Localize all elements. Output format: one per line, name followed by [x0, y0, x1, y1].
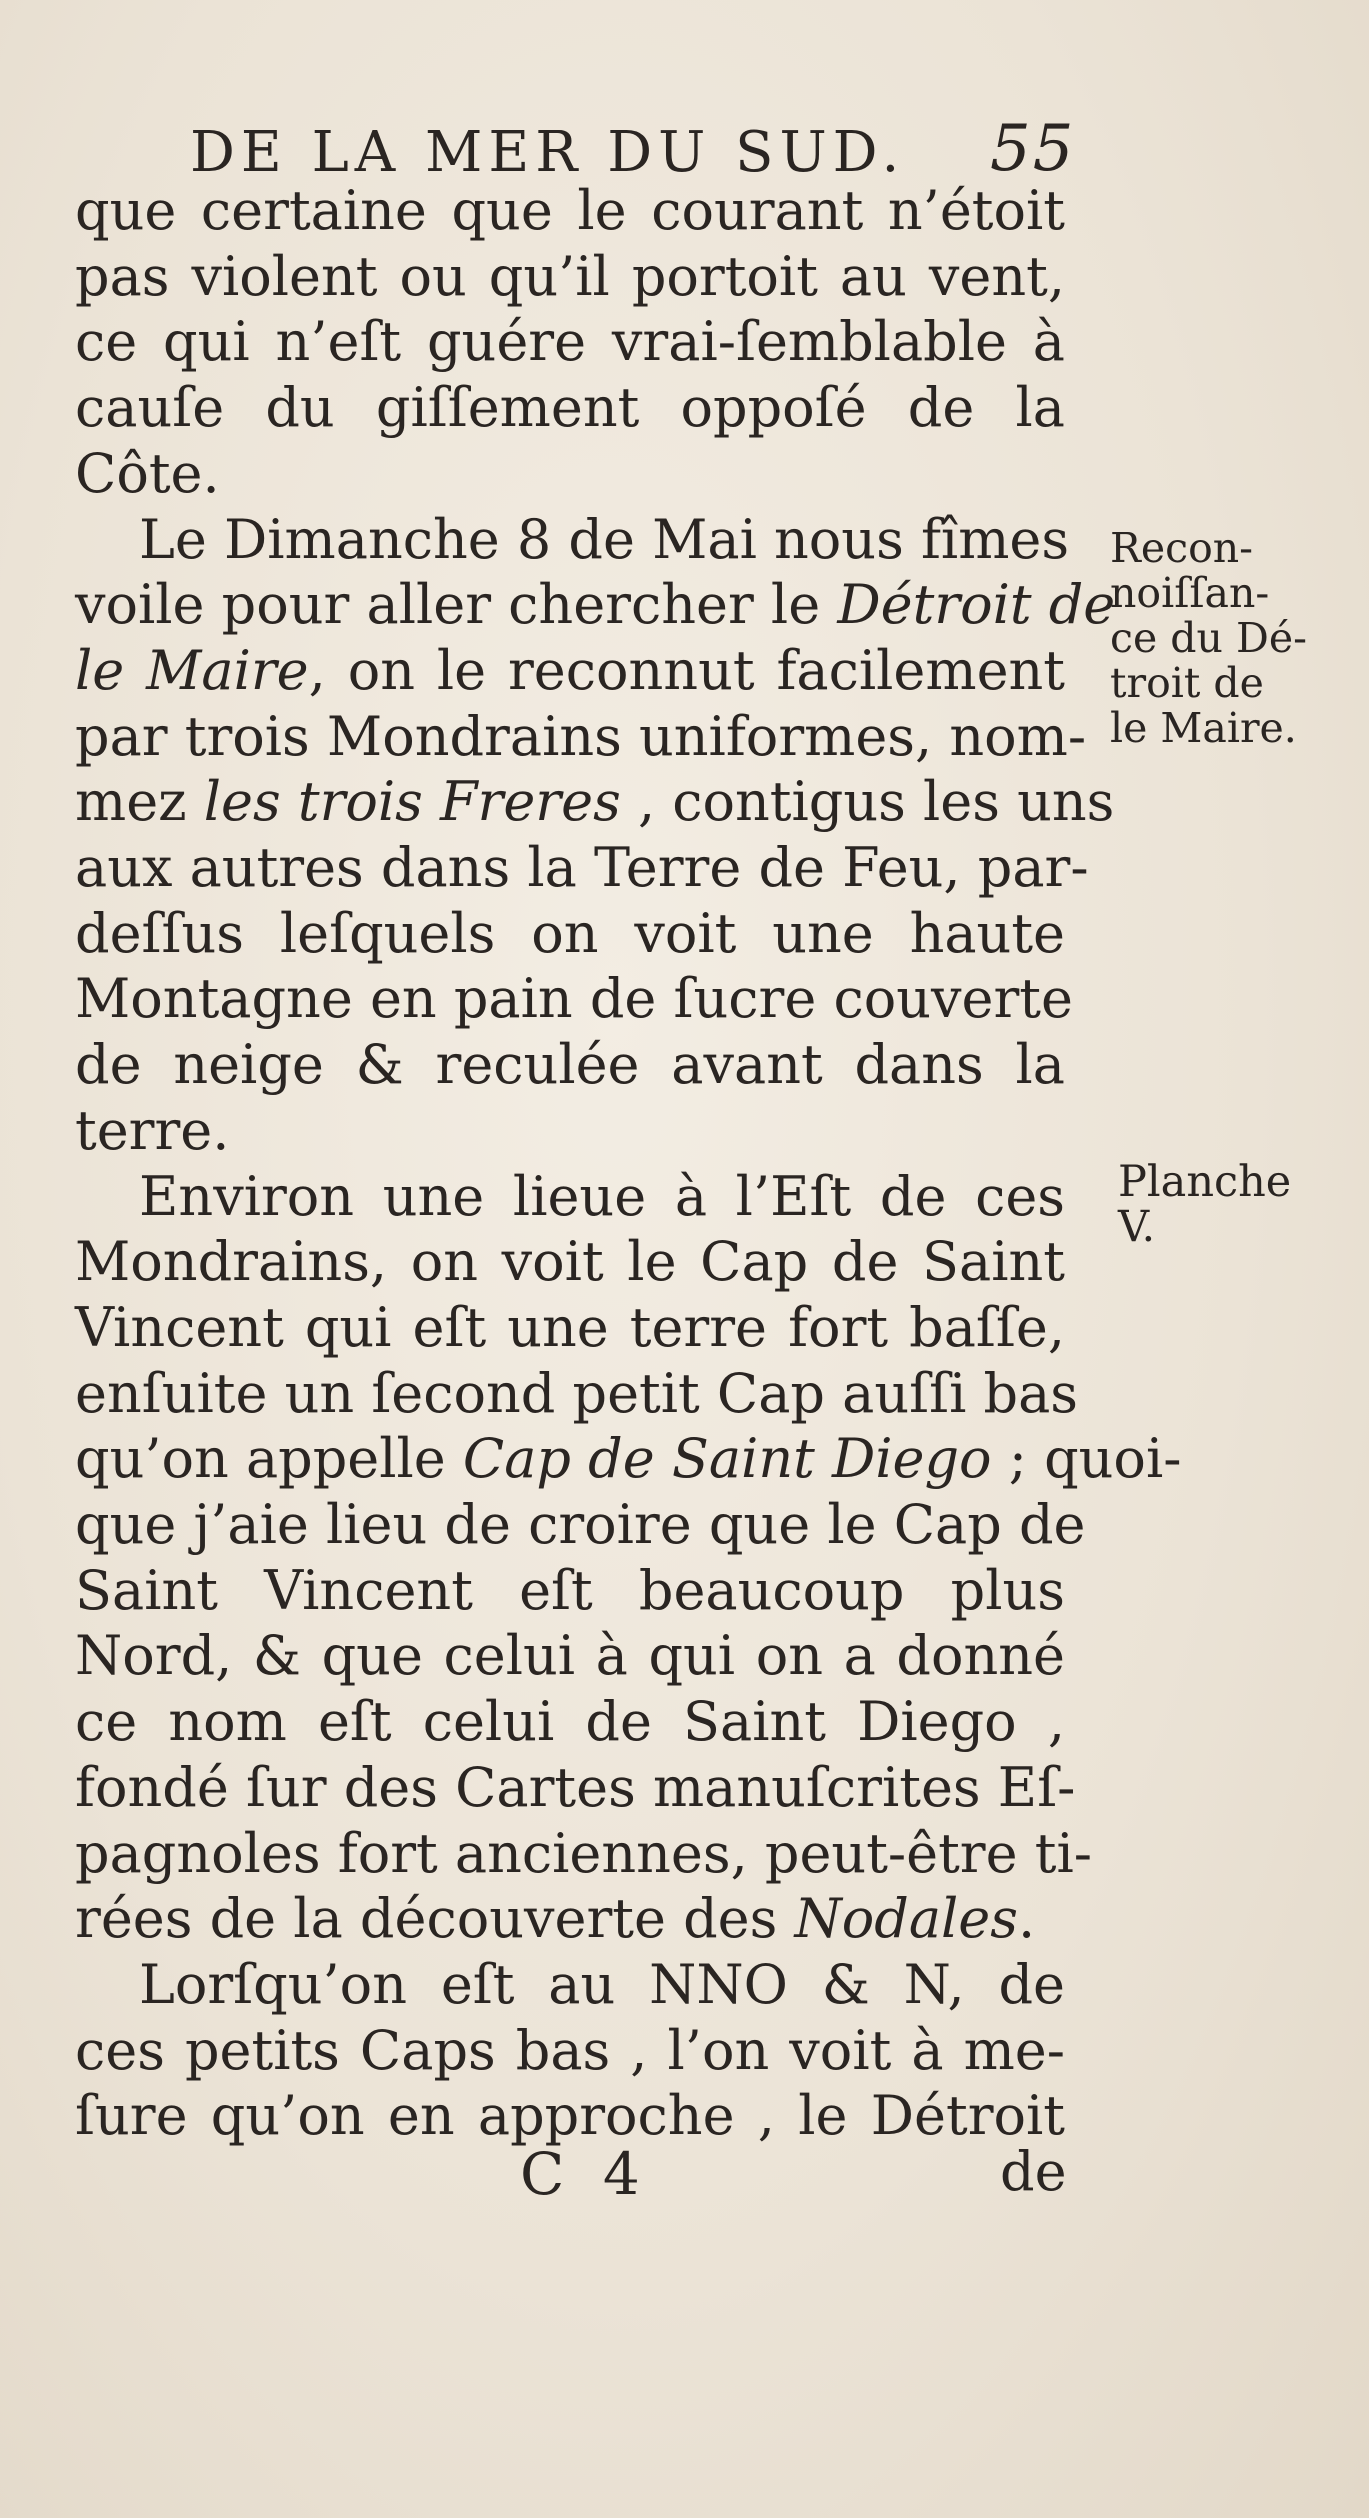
text-segment: terre.: [75, 1098, 230, 1162]
text-segment: ce nom eſt celui de Saint Diego ,: [75, 1690, 1065, 1754]
margin-note-planche: [1118, 1157, 1292, 1252]
text-line: [75, 769, 1115, 835]
text-segment: aux autres dans la Terre de Feu, par-: [75, 836, 1089, 900]
text-line: [75, 2018, 1065, 2084]
text-line: [75, 375, 1065, 441]
text-segment: Le Dimanche 8 de Mai nous fîmes: [139, 507, 1070, 571]
text-segment: enſuite un ſecond petit Cap auſſi bas: [75, 1361, 1078, 1425]
text-segment: Vincent qui eſt une terre fort baſſe,: [75, 1295, 1065, 1359]
margin-note-line: ce du Dé-: [1110, 614, 1307, 662]
text-segment: Saint Vincent eſt beaucoup plus: [75, 1558, 1065, 1622]
text-segment: ce qui n’eſt guére vrai-ſemblable à: [75, 310, 1065, 374]
text-segment: Lorſqu’on eſt au NNO & N, de: [139, 1952, 1065, 2016]
text-segment: Mondrains, on voit le Cap de Saint: [75, 1230, 1065, 1294]
text-segment: pas violent ou qu’il portoit au vent,: [75, 244, 1065, 308]
margin-note-line: V.: [1118, 1202, 1156, 1252]
text-line: [75, 178, 1065, 244]
text-segment: .: [1017, 1887, 1036, 1951]
text-segment: par trois Mondrains uniformes, nom-: [75, 704, 1087, 768]
italic-text: Nodales: [794, 1887, 1018, 1951]
text-line: [75, 966, 1073, 1032]
text-line: [75, 638, 1065, 704]
margin-note-line: Recon-: [1110, 524, 1254, 572]
margin-note-line: Planche: [1118, 1157, 1292, 1207]
body-text: [75, 178, 1182, 2149]
text-line: [75, 1755, 1076, 1821]
text-segment: ; quoi-: [991, 1427, 1182, 1491]
text-segment: deſſus leſquels on voit une haute: [75, 901, 1065, 965]
text-line: [75, 1361, 1078, 1427]
text-segment: ces petits Caps bas , l’on voit à me-: [75, 2018, 1065, 2082]
text-segment: voile pour aller chercher le: [75, 573, 838, 637]
text-line: [75, 1821, 1092, 1887]
catchword: de: [1000, 2140, 1067, 2203]
text-segment: , contigus les uns: [620, 770, 1115, 834]
text-segment: Nord, & que celui à qui on a donné: [75, 1624, 1065, 1688]
text-segment: , on le reconnut facilement: [308, 638, 1066, 702]
italic-text: les trois Freres: [203, 770, 621, 834]
text-line: [75, 835, 1089, 901]
text-line: [75, 441, 1065, 507]
text-line: [75, 1492, 1086, 1558]
text-line: [75, 1952, 1065, 2018]
margin-note-reconnoissance: [1110, 526, 1307, 751]
text-segment: pagnoles fort anciennes, peut-être ti-: [75, 1821, 1092, 1885]
text-line: [75, 1558, 1065, 1624]
text-line: [75, 1295, 1065, 1361]
text-line: [75, 901, 1065, 967]
text-line: [75, 1623, 1065, 1689]
text-segment: ſure qu’on en approche , le Détroit: [75, 2084, 1065, 2148]
text-line: [75, 1032, 1065, 1098]
text-line: [75, 244, 1065, 310]
text-segment: qu’on appelle: [75, 1427, 463, 1491]
text-line: [75, 572, 1116, 638]
page-number: 55: [990, 112, 1076, 186]
text-segment: mez: [75, 770, 204, 834]
margin-note-line: noiſſan-: [1110, 569, 1270, 617]
text-line: [75, 1229, 1065, 1295]
text-segment: de neige & reculée avant dans la: [75, 1033, 1065, 1097]
text-segment: cauſe du giſſement oppoſé de la: [75, 376, 1065, 440]
text-line: [75, 1098, 1065, 1164]
text-segment: Montagne en pain de ſucre couverte: [75, 967, 1073, 1031]
text-line: [75, 1164, 1065, 1230]
italic-text: Cap de Saint Diego: [462, 1427, 992, 1491]
margin-note-line: troit de: [1110, 659, 1264, 707]
italic-text: le Maire: [75, 638, 309, 702]
text-segment: rées de la découverte des: [75, 1887, 795, 1951]
text-line: [75, 1426, 1182, 1492]
text-segment: que j’aie lieu de croire que le Cap de: [75, 1493, 1086, 1557]
italic-text: Détroit de: [837, 573, 1116, 637]
text-segment: Environ une lieue à l’Eſt de ces: [139, 1164, 1065, 1228]
margin-note-line: le Maire.: [1110, 704, 1297, 752]
text-segment: que certaine que le courant n’étoit: [75, 179, 1065, 242]
text-line: [75, 507, 1070, 573]
text-line: [75, 309, 1065, 375]
text-segment: Côte.: [75, 441, 220, 505]
text-line: [75, 1886, 1065, 1952]
text-line: [75, 704, 1087, 770]
text-segment: fondé ſur des Cartes manuſcrites Eſ-: [75, 1755, 1076, 1819]
running-title: DE LA MER DU SUD.: [190, 120, 906, 185]
signature-mark: C 4: [520, 2140, 650, 2208]
text-line: [75, 1689, 1065, 1755]
